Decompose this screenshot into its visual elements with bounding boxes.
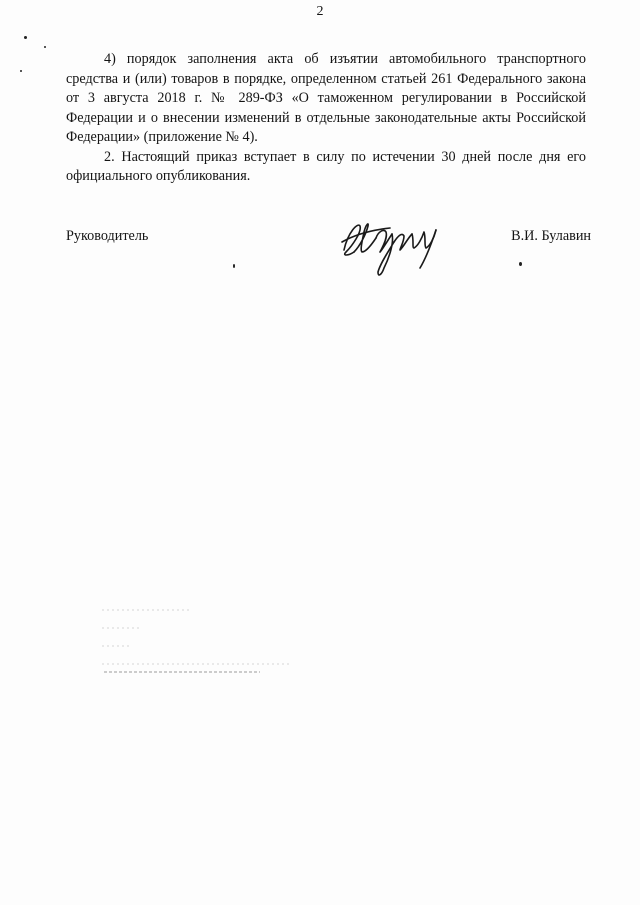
signatory-name: В.И. Булавин — [511, 228, 591, 244]
signatory-position: Руководитель — [66, 228, 149, 244]
scan-speck — [24, 36, 27, 39]
paragraph-effective-date: 2. Настоящий приказ вступает в силу по истечении 30 дней после дня его официального опубликования. — [66, 148, 586, 184]
scan-speck — [233, 264, 235, 268]
scan-artifact — [100, 600, 300, 680]
document-body — [66, 50, 586, 187]
scan-speck — [20, 70, 22, 72]
page-number: 2 — [316, 4, 324, 19]
scan-speck — [44, 46, 46, 48]
signature-block — [66, 222, 591, 292]
scan-speck — [519, 262, 522, 266]
paragraph-item-4: 4) порядок заполнения акта об изъятии автомобильного транспортного средства и (или) товаров в порядке, определенном статьей 261 Федерального закона от 3 августа 2018 г. № 289-ФЗ «О таможенном регулировании в Российской Федерации и о внесении изменений в отдельные законодательные акты Российской Федерации» (приложение № 4). — [66, 51, 586, 145]
handwritten-signature — [336, 212, 446, 282]
